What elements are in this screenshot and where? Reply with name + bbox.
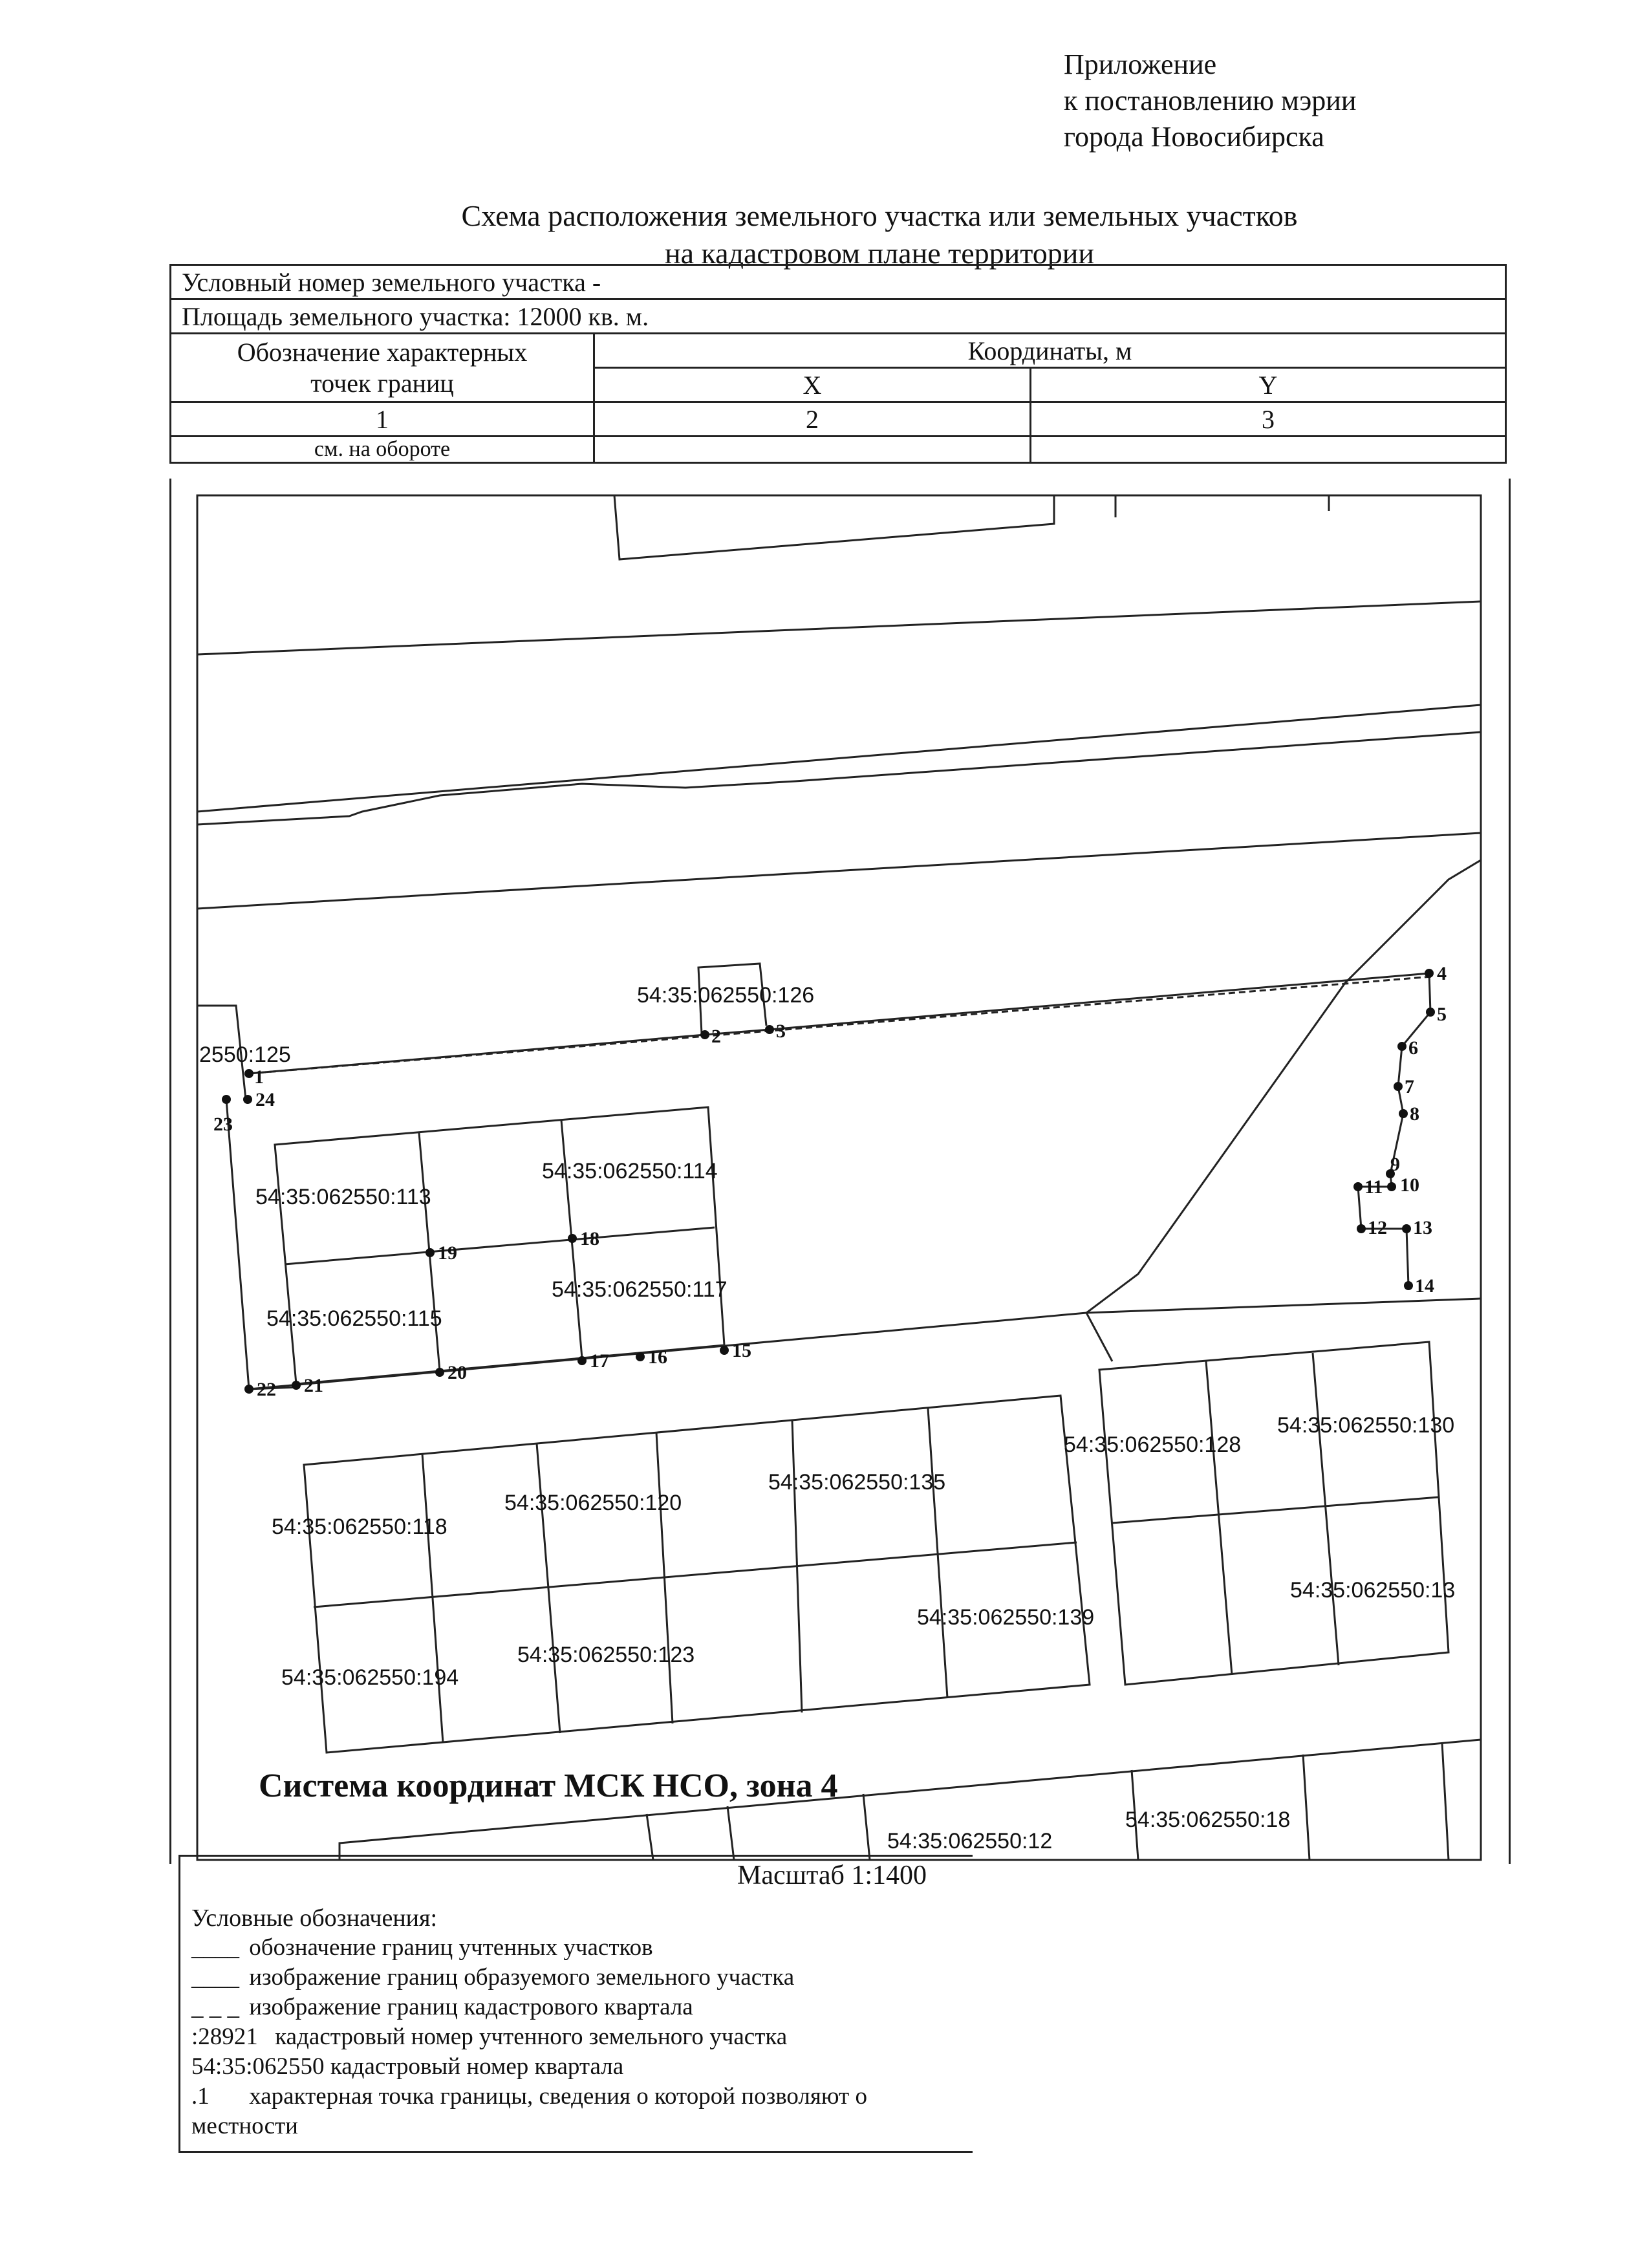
parcel-label: 54:35:062550:194 <box>281 1665 459 1690</box>
point-label: 17 <box>590 1350 609 1372</box>
point-label: 12 <box>1368 1217 1387 1238</box>
column-number-2: 2 <box>594 402 1031 437</box>
parcel-label: 54:35:062550:123 <box>517 1643 695 1667</box>
point-6-dot <box>1397 1042 1406 1051</box>
legend-title: Условные обозначения: <box>191 1905 438 1932</box>
point-label: 21 <box>304 1375 323 1396</box>
point-label: 10 <box>1400 1174 1419 1196</box>
lower-block-divider-h <box>314 1542 1077 1607</box>
column-number-1: 1 <box>171 402 594 437</box>
point-10-dot <box>1387 1182 1396 1191</box>
parcel-label: 54:35:062550:135 <box>768 1470 946 1495</box>
legend-text: кадастровый номер квартала <box>330 2053 624 2080</box>
lower-right-divider-2 <box>1313 1353 1339 1665</box>
parcel-label: 54:35:062550:13 <box>1290 1578 1456 1603</box>
legend-item-parcel-number <box>191 2023 787 2051</box>
map-lines <box>197 495 1481 1860</box>
point-label: 15 <box>732 1340 751 1361</box>
parcel-divider-h <box>285 1227 715 1264</box>
point-5-dot <box>1426 1008 1435 1017</box>
point-label: 2 <box>711 1026 721 1047</box>
legend-text: изображение границ кадастрового квартала <box>249 1994 693 2020</box>
point-22-dot <box>244 1385 253 1394</box>
legend-text: кадастровый номер учтенного земельного участка <box>275 2024 788 2050</box>
point-label: 7 <box>1405 1076 1414 1097</box>
legend-item-formed-boundary <box>191 1963 794 1991</box>
point-label: 4 <box>1437 963 1447 984</box>
legend-symbol: .1 <box>191 2083 210 2110</box>
road-line-2 <box>197 705 1481 812</box>
points-header-line-1: Обозначение характерных <box>237 337 528 367</box>
point-2-dot <box>700 1030 709 1039</box>
point-label: 24 <box>255 1089 275 1110</box>
parcel-label: 54:35:062550:120 <box>504 1491 682 1515</box>
title-line-1: Схема расположения земельного участка или земельных участков <box>461 199 1298 232</box>
legend-symbol: 54:35:062550 <box>191 2053 325 2080</box>
point-4-dot <box>1425 969 1434 978</box>
parcel-label: 54:35:062550:18 <box>1125 1808 1291 1832</box>
point-20-dot <box>435 1368 444 1377</box>
point-label: 19 <box>438 1242 457 1264</box>
point-21-dot <box>292 1381 301 1390</box>
point-label: 11 <box>1364 1176 1383 1198</box>
bottom-strip-div-6 <box>1442 1743 1449 1860</box>
parcel-label: 54:35:062550:12 <box>887 1829 1053 1853</box>
see-back-cell: см. на обороте <box>171 437 594 463</box>
point-1-dot <box>244 1069 253 1078</box>
coords-header-cell: Координаты, м <box>594 334 1506 368</box>
point-label: 5 <box>1437 1004 1447 1025</box>
parcel-label: 54:35:062550:117 <box>552 1277 727 1302</box>
point-label: 14 <box>1415 1275 1434 1297</box>
scale-label: Масштаб 1:1400 <box>737 1861 927 1890</box>
points-header-line-2: точек границ <box>310 368 454 398</box>
point-label: 18 <box>580 1228 599 1249</box>
point-label: 8 <box>1410 1103 1419 1125</box>
legend-symbol: :28921 <box>191 2024 258 2050</box>
boundary-east <box>1086 1299 1481 1313</box>
coordinate-system-label: Система координат МСК НСО, зона 4 <box>259 1767 838 1804</box>
bottom-strip-div-5 <box>1303 1755 1310 1860</box>
point-11-dot <box>1353 1182 1363 1191</box>
parcel-label: 54:35:062550:130 <box>1277 1413 1455 1438</box>
point-16-dot <box>636 1352 645 1361</box>
legend-item-registered-boundary <box>191 1934 653 1961</box>
parcel-label: 54:35:062550:114 <box>542 1159 718 1183</box>
point-15-dot <box>720 1346 729 1355</box>
legend-item-quarter-number <box>191 2053 623 2080</box>
point-17-dot <box>577 1356 587 1365</box>
legend-symbol: ____ <box>191 1964 239 1991</box>
formed-boundary-right <box>1358 973 1430 1286</box>
legend-text: местности <box>191 2113 298 2139</box>
point-18-dot <box>568 1234 577 1243</box>
point-label: 9 <box>1390 1154 1400 1175</box>
point-3-dot <box>765 1025 774 1034</box>
point-label: 23 <box>213 1114 233 1135</box>
header-line-3: города Новосибирска <box>1064 121 1324 153</box>
point-23-dot <box>222 1095 231 1104</box>
road-line-1 <box>197 601 1481 654</box>
point-24-dot <box>243 1095 252 1104</box>
point-14-dot <box>1404 1281 1413 1290</box>
point-12-dot <box>1357 1224 1366 1233</box>
parcel-label: 54:35:062550:118 <box>272 1515 447 1539</box>
legend-text: обозначение границ учтенных участков <box>249 1934 653 1961</box>
header-line-2: к постановлению мэрии <box>1064 85 1357 116</box>
bottom-strip-div-1 <box>647 1814 653 1860</box>
title-line-2: на кадастровом плане территории <box>664 237 1095 270</box>
bottom-strip-div-3 <box>863 1794 870 1860</box>
point-label: 16 <box>648 1346 667 1368</box>
point-label: 20 <box>447 1362 467 1383</box>
legend-text: характерная точка границы, сведения о которой позволяют о <box>249 2083 867 2110</box>
bottom-strip-div-2 <box>727 1806 734 1860</box>
parcel-label: 54:35:062550:139 <box>917 1605 1095 1630</box>
point-label: 6 <box>1408 1037 1418 1059</box>
point-label: 22 <box>257 1379 276 1400</box>
point-label: 13 <box>1413 1217 1432 1238</box>
parcel-label: 2550:125 <box>199 1042 291 1067</box>
legend-symbol: _ _ _ <box>191 1994 239 2020</box>
point-13-dot <box>1402 1224 1411 1233</box>
point-8-dot <box>1399 1109 1408 1118</box>
legend-item-characteristic-point <box>191 2082 867 2110</box>
legend-item-quarter-boundary <box>191 1993 693 2021</box>
parcel-label: 54:35:062550:115 <box>266 1306 442 1331</box>
area-cell: Площадь земельного участка: 12000 кв. м. <box>171 299 1506 334</box>
map-border <box>197 495 1481 1860</box>
point-labels <box>213 963 1447 1400</box>
lower-block-right <box>1099 1342 1449 1685</box>
legend-text: изображение границ образуемого земельного участка <box>249 1964 795 1991</box>
y-header-cell: Y <box>1031 368 1506 402</box>
formed-boundary-top <box>249 973 1429 1074</box>
column-number-3: 3 <box>1031 402 1506 437</box>
legend-symbol: ____ <box>191 1934 239 1961</box>
point-label: 1 <box>254 1066 264 1088</box>
building-top <box>614 495 1054 559</box>
x-header-cell: X <box>594 368 1031 402</box>
parcel-label: 54:35:062550:128 <box>1064 1432 1242 1457</box>
header-line-1: Приложение <box>1064 49 1217 80</box>
parcel-label: 54:35:062550:126 <box>637 983 815 1008</box>
point-19-dot <box>426 1248 435 1257</box>
legend-item-terrain <box>191 2112 298 2140</box>
road-line-4 <box>197 833 1481 909</box>
point-7-dot <box>1394 1082 1403 1091</box>
road-line-3 <box>197 732 1481 825</box>
parcel-label: 54:35:062550:113 <box>255 1185 431 1209</box>
parcel-labels <box>199 983 1455 1853</box>
conditional-number-cell: Условный номер земельного участка - <box>171 265 1506 299</box>
point-label: 3 <box>776 1021 786 1042</box>
lower-right-divider-1 <box>1206 1361 1232 1675</box>
lower-right-divider-h <box>1112 1497 1439 1523</box>
